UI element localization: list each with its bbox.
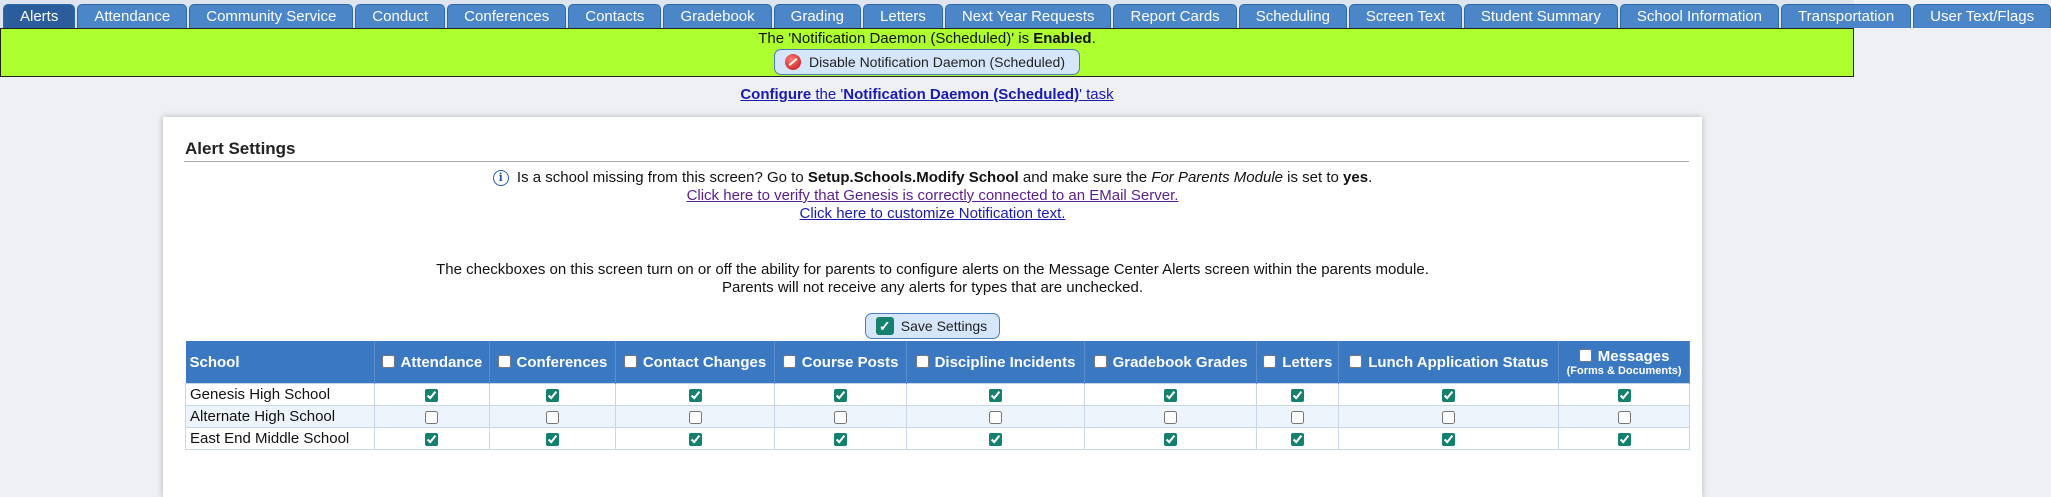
alert-toggle-checkbox[interactable] (1164, 389, 1177, 402)
tab-screen-text[interactable]: Screen Text (1349, 4, 1462, 28)
info-text-7: . (1368, 169, 1373, 186)
alert-settings-card (163, 117, 1702, 497)
checkbox-cell (1559, 384, 1690, 406)
daemon-status-prefix: The 'Notification Daemon (Scheduled)' is (758, 30, 1034, 47)
checkbox-cell (1339, 406, 1559, 428)
tab-gradebook[interactable]: Gradebook (663, 4, 771, 28)
checkbox-cell (374, 428, 490, 450)
school-name: Alternate High School (186, 406, 375, 428)
checkbox-cell (906, 428, 1084, 450)
info-text-5: is set to (1283, 169, 1344, 186)
column-header-letters (1257, 341, 1339, 384)
tab-attendance[interactable]: Attendance (77, 4, 187, 28)
checkbox-cell (490, 428, 615, 450)
checkbox-cell (374, 406, 490, 428)
alert-toggle-checkbox[interactable] (834, 433, 847, 446)
alert-toggle-checkbox[interactable] (689, 433, 702, 446)
checkbox-cell (490, 384, 615, 406)
tab-alerts[interactable]: Alerts (3, 4, 75, 28)
tab-user-text-flags[interactable]: User Text/Flags (1913, 4, 2051, 28)
column-header-discipline-incidents (906, 341, 1084, 384)
info-line (163, 169, 1702, 187)
alert-toggle-checkbox[interactable] (834, 389, 847, 402)
alert-toggle-checkbox[interactable] (1618, 433, 1631, 446)
description-block (163, 261, 1702, 297)
alert-toggle-checkbox[interactable] (546, 433, 559, 446)
alert-toggle-checkbox[interactable] (1291, 411, 1304, 424)
daemon-status-bar (0, 28, 1854, 77)
tab-bar (0, 0, 2035, 28)
verify-email-link[interactable]: Click here to verify that Genesis is correctly connected to an EMail Server. (686, 187, 1179, 204)
school-name: East End Middle School (186, 428, 375, 450)
card-title: Alert Settings (185, 139, 296, 158)
info-text-3: and make sure the (1018, 169, 1152, 186)
checkbox-cell (1559, 428, 1690, 450)
alert-toggle-checkbox[interactable] (1164, 433, 1177, 446)
alert-toggle-checkbox[interactable] (689, 411, 702, 424)
info-text-2: Setup.Schools.Modify School (807, 169, 1019, 186)
tab-community-service[interactable]: Community Service (189, 4, 353, 28)
checkmark-icon: ✓ (876, 317, 894, 335)
alert-toggle-checkbox[interactable] (546, 411, 559, 424)
tab-scheduling[interactable]: Scheduling (1239, 4, 1347, 28)
tab-contacts[interactable]: Contacts (568, 4, 661, 28)
tab-letters[interactable]: Letters (863, 4, 943, 28)
tab-school-information[interactable]: School Information (1620, 4, 1779, 28)
alert-toggle-checkbox[interactable] (1442, 389, 1455, 402)
column-header-attendance (374, 341, 490, 384)
checkbox-cell (1257, 384, 1339, 406)
table-header-row (186, 341, 1690, 384)
checkbox-cell (1257, 406, 1339, 428)
checkbox-cell (1085, 406, 1257, 428)
tab-student-summary[interactable]: Student Summary (1464, 4, 1618, 28)
column-header-messages (1559, 341, 1690, 384)
info-text-6: yes (1343, 169, 1369, 186)
column-header-conferences (490, 341, 615, 384)
alert-toggle-checkbox[interactable] (1618, 411, 1631, 424)
select-all-checkbox[interactable] (1579, 349, 1592, 362)
checkbox-cell (490, 406, 615, 428)
select-all-checkbox[interactable] (1349, 355, 1362, 368)
column-label: Contact Changes (642, 353, 767, 371)
tab-transportation[interactable]: Transportation (1781, 4, 1911, 28)
column-label: Lunch Application Status (1368, 353, 1549, 371)
alert-toggle-checkbox[interactable] (546, 389, 559, 402)
alert-toggle-checkbox[interactable] (425, 433, 438, 446)
alert-toggle-checkbox[interactable] (1291, 389, 1304, 402)
checkbox-cell (775, 406, 907, 428)
select-all-checkbox[interactable] (916, 355, 929, 368)
column-label: Letters (1282, 353, 1333, 371)
checkbox-cell (615, 406, 775, 428)
column-header-lunch-application-status (1339, 341, 1559, 384)
configure-task-link[interactable] (740, 86, 1113, 103)
checkbox-cell (1339, 428, 1559, 450)
checkbox-cell (1339, 384, 1559, 406)
select-all-checkbox[interactable] (1094, 355, 1107, 368)
tab-conduct[interactable]: Conduct (355, 4, 445, 28)
configure-task-link-row (0, 86, 1854, 103)
alert-toggle-checkbox[interactable] (425, 389, 438, 402)
column-label: Conferences (516, 353, 608, 371)
checkbox-cell (615, 384, 775, 406)
alert-toggle-checkbox[interactable] (689, 389, 702, 402)
tab-report-cards[interactable]: Report Cards (1113, 4, 1236, 28)
alert-toggle-checkbox[interactable] (1291, 433, 1304, 446)
checkbox-cell (1085, 428, 1257, 450)
info-icon: i (493, 170, 509, 186)
checkbox-cell (1085, 384, 1257, 406)
alert-settings-table (185, 341, 1690, 450)
select-all-checkbox[interactable] (498, 355, 511, 368)
select-all-checkbox[interactable] (624, 355, 637, 368)
checkbox-cell (1257, 428, 1339, 450)
table-row (186, 384, 1690, 406)
checkbox-cell (615, 428, 775, 450)
select-all-checkbox[interactable] (382, 355, 395, 368)
alert-toggle-checkbox[interactable] (834, 411, 847, 424)
tab-grading[interactable]: Grading (774, 4, 861, 28)
checkbox-cell (775, 384, 907, 406)
alert-toggle-checkbox[interactable] (1442, 433, 1455, 446)
column-label: Gradebook Grades (1112, 353, 1248, 371)
info-block (163, 169, 1702, 223)
checkbox-cell (1559, 406, 1690, 428)
save-row (163, 313, 1702, 339)
table-row (186, 428, 1690, 450)
column-header-gradebook-grades (1085, 341, 1257, 384)
info-text-1: Is a school missing from this screen? Go to (512, 169, 808, 186)
column-label: Attendance (400, 353, 483, 371)
save-settings-label: Save Settings (900, 318, 988, 334)
checkbox-cell (906, 384, 1084, 406)
info-text-4: For Parents Module (1151, 169, 1284, 186)
checkbox-cell (374, 384, 490, 406)
configure-word: Configure (740, 86, 812, 103)
select-all-checkbox[interactable] (1263, 355, 1276, 368)
daemon-status-value: Enabled (1033, 30, 1092, 47)
column-label: Discipline Incidents (934, 353, 1076, 371)
save-settings-button[interactable] (865, 313, 1000, 339)
tab-conferences[interactable]: Conferences (447, 4, 566, 28)
table-row (186, 406, 1690, 428)
alert-toggle-checkbox[interactable] (1164, 411, 1177, 424)
column-sublabel: (Forms & Documents) (1566, 364, 1682, 377)
column-label: Course Posts (801, 353, 899, 371)
checkbox-cell (775, 428, 907, 450)
checkbox-cell (906, 406, 1084, 428)
description-line-1: The checkboxes on this screen turn on or off the ability for parents to configure alerts on the Message Center Alerts screen within the parents module. (436, 261, 1429, 278)
daemon-status-suffix: . (1091, 30, 1096, 47)
title-divider (184, 161, 1689, 162)
school-column-header: School (186, 341, 375, 384)
alert-toggle-checkbox[interactable] (1618, 389, 1631, 402)
daemon-status-text (1, 30, 1853, 47)
configure-task-name: Notification Daemon (Scheduled) (843, 86, 1080, 103)
customize-notification-link[interactable]: Click here to customize Notification text. (799, 205, 1066, 222)
stop-icon (785, 54, 801, 70)
column-header-course-posts (775, 341, 907, 384)
configure-middle: the ' (811, 86, 844, 103)
disable-daemon-label: Disable Notification Daemon (Scheduled) (808, 54, 1066, 70)
description-line-2: Parents will not receive any alerts for types that are unchecked. (721, 279, 1144, 296)
alert-toggle-checkbox[interactable] (425, 411, 438, 424)
school-name: Genesis High School (186, 384, 375, 406)
alert-toggle-checkbox[interactable] (989, 433, 1002, 446)
column-label: Messages (1597, 347, 1670, 365)
select-all-checkbox[interactable] (783, 355, 796, 368)
disable-daemon-button[interactable] (774, 49, 1080, 75)
tab-next-year-requests[interactable]: Next Year Requests (945, 4, 1112, 28)
alert-toggle-checkbox[interactable] (1442, 411, 1455, 424)
alert-toggle-checkbox[interactable] (989, 389, 1002, 402)
configure-end: ' task (1079, 86, 1114, 103)
alert-toggle-checkbox[interactable] (989, 411, 1002, 424)
column-header-contact-changes (615, 341, 775, 384)
